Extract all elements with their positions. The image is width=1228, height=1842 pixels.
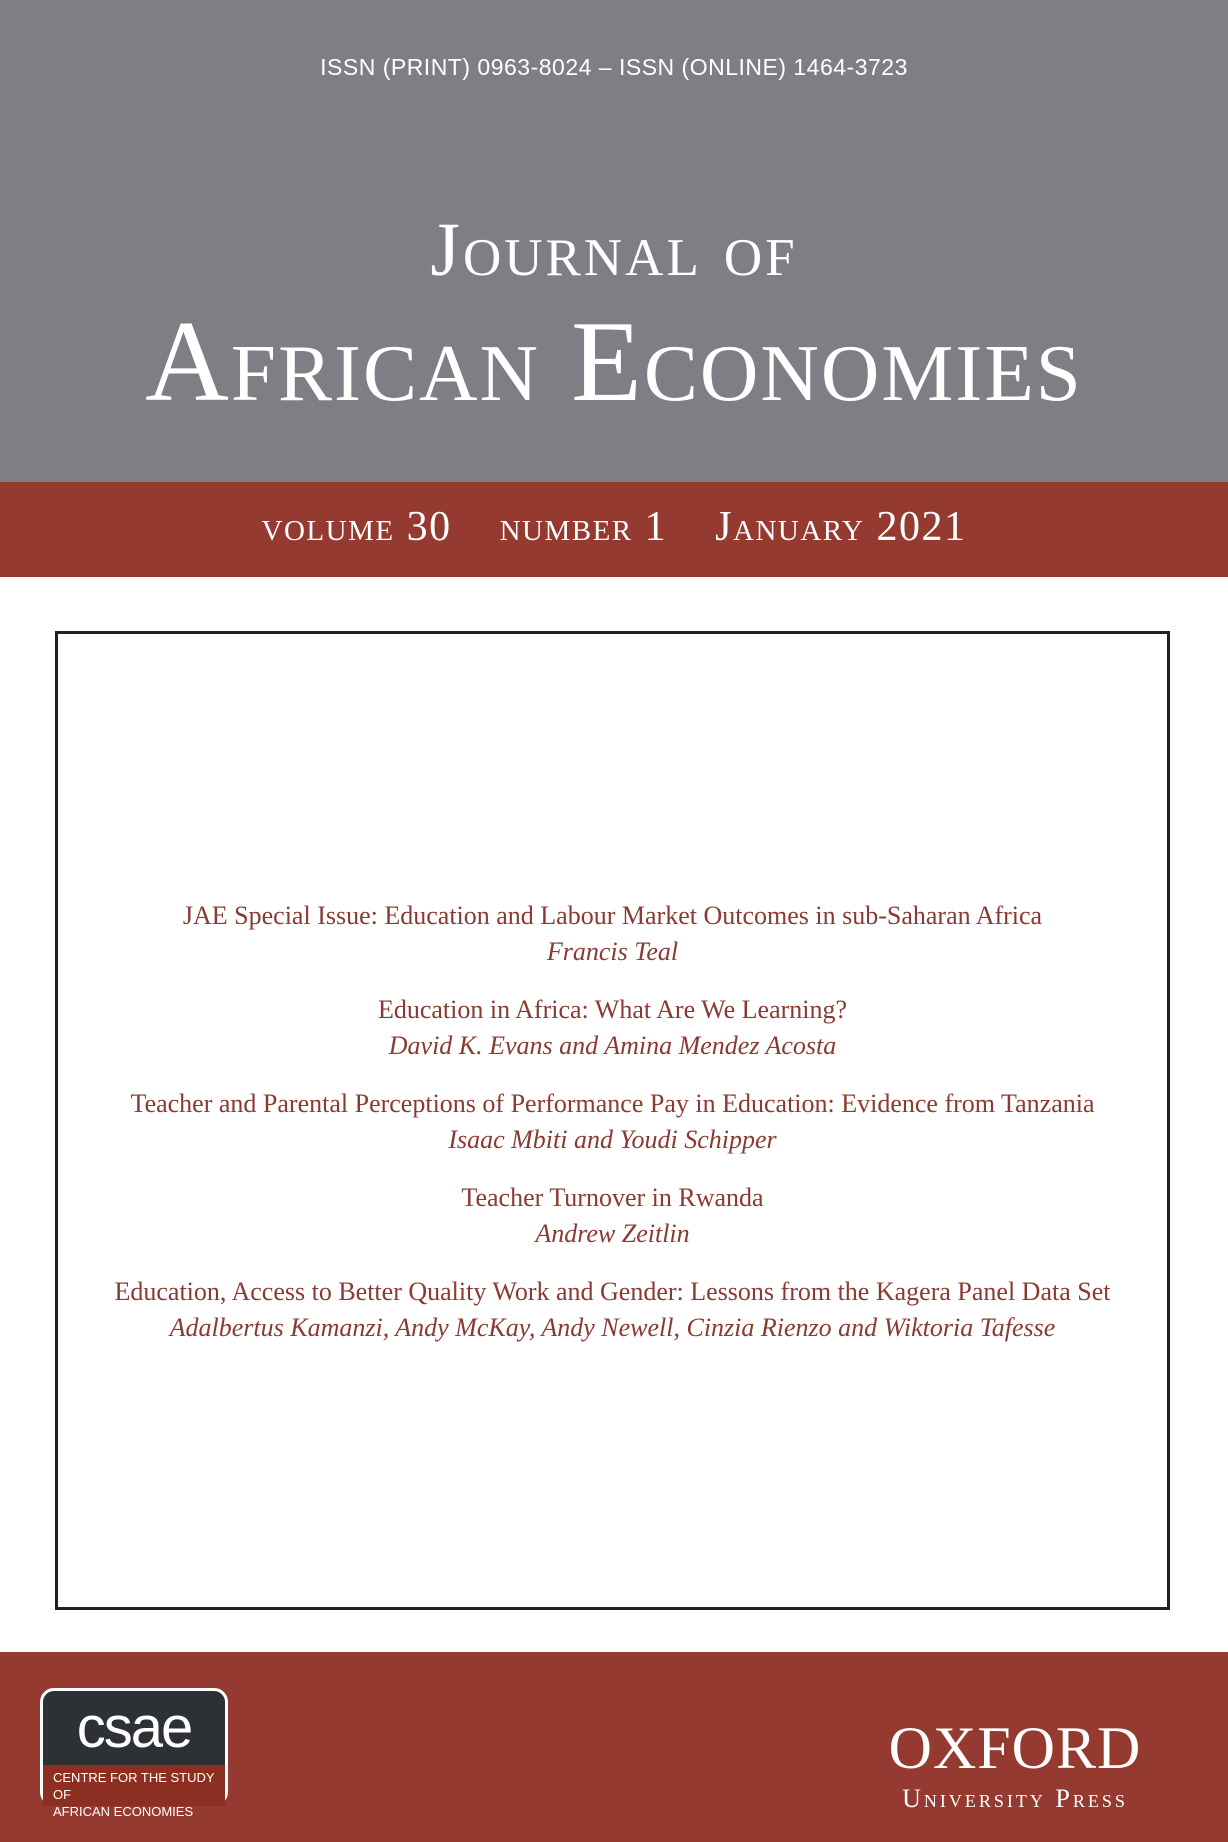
number-label: number 1 (499, 504, 668, 550)
article-title: Education in Africa: What Are We Learning? (377, 995, 848, 1024)
issue-info (0, 502, 1228, 552)
csae-sub-line2: AFRICAN ECONOMIES (53, 1804, 194, 1819)
article-list (58, 898, 1167, 1368)
csae-sub-line1: CENTRE FOR THE STUDY OF (53, 1770, 215, 1802)
cover-header-band (0, 0, 1228, 482)
article-authors: Adalbertus Kamanzi, Andy McKay, Andy Newell, Cinzia Rienzo and Wiktoria Tafesse (169, 1313, 1056, 1342)
article-item (58, 1180, 1167, 1252)
article-title: Teacher and Parental Perceptions of Performance Pay in Education: Evidence from Tanzania (130, 1089, 1095, 1118)
university-press-text: University Press (902, 1784, 1128, 1813)
article-title: Education, Access to Better Quality Work and Gender: Lessons from the Kagera Panel Data Set (114, 1277, 1111, 1306)
date-label: January 2021 (715, 504, 967, 550)
journal-title-line2: African Economies (145, 298, 1083, 426)
contents-box (55, 631, 1170, 1610)
volume-label: volume 30 (261, 504, 452, 550)
article-authors: Francis Teal (546, 937, 679, 966)
article-title: JAE Special Issue: Education and Labour Market Outcomes in sub-Saharan Africa (182, 901, 1043, 930)
csae-logo-text: csae (76, 1695, 192, 1760)
issn-line: ISSN (PRINT) 0963-8024 – ISSN (ONLINE) 1464-3723 (320, 54, 908, 80)
csae-logo (40, 1688, 228, 1819)
article-item (58, 898, 1167, 970)
csae-logo-subtitle (43, 1765, 225, 1819)
article-authors: Isaac Mbiti and Youdi Schipper (448, 1125, 777, 1154)
oxford-logo-text: OXFORD (888, 1715, 1142, 1781)
journal-title-line1: Journal of (430, 208, 798, 292)
article-authors: David K. Evans and Amina Mendez Acosta (388, 1031, 837, 1060)
article-item (58, 1274, 1167, 1346)
article-item (58, 1086, 1167, 1158)
article-title: Teacher Turnover in Rwanda (461, 1183, 764, 1212)
article-item (58, 992, 1167, 1064)
article-authors: Andrew Zeitlin (535, 1219, 690, 1248)
